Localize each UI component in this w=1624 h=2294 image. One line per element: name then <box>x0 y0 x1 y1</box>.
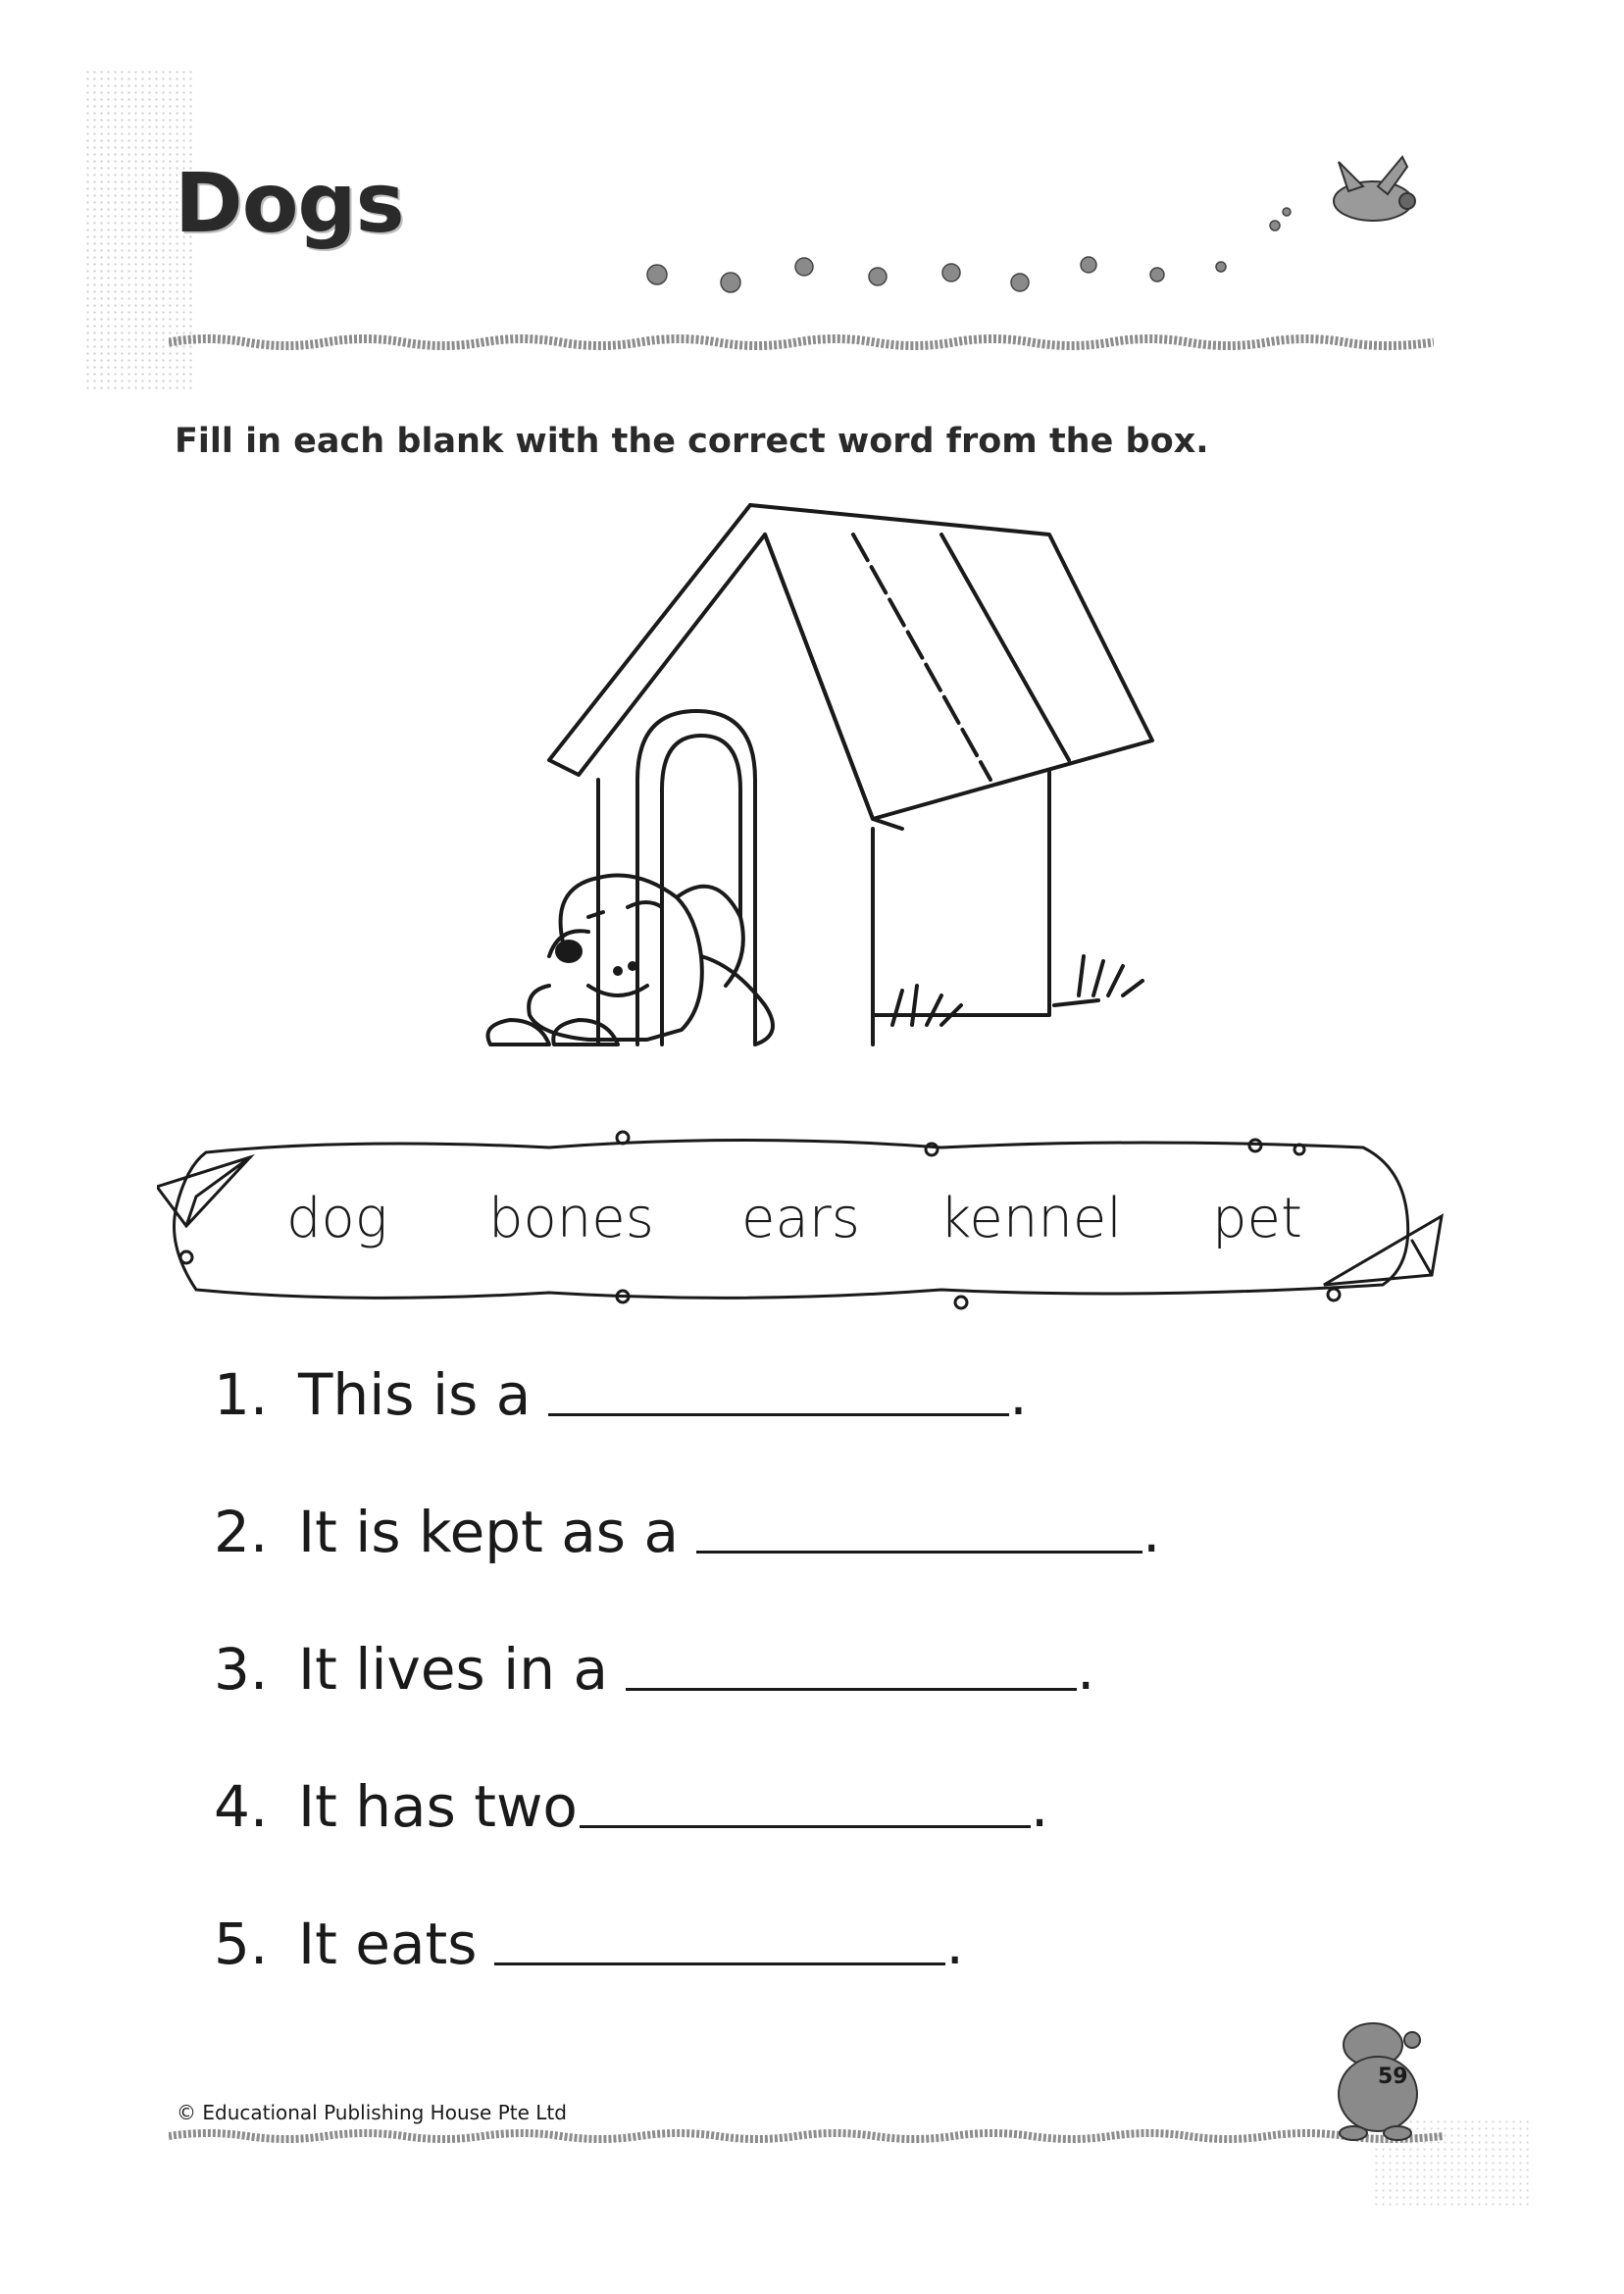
question-period: . <box>945 1911 964 1977</box>
question-period: . <box>1030 1773 1049 1840</box>
page-number: 59 <box>1378 2065 1408 2089</box>
question-number: 4. <box>214 1773 269 1840</box>
question-text: It lives in a <box>298 1636 609 1703</box>
paper-plane-icon <box>1324 1216 1442 1285</box>
question-number: 5. <box>214 1911 269 1977</box>
question-1 <box>214 1361 1028 1428</box>
question-number: 1. <box>214 1361 269 1428</box>
word-ears: ears <box>741 1187 860 1250</box>
answer-blank-3[interactable] <box>626 1643 1077 1691</box>
question-text: It has two <box>298 1773 578 1840</box>
airplane-icon <box>1309 147 1437 245</box>
copyright-text: © Educational Publishing House Pte Ltd <box>177 2101 567 2124</box>
question-3 <box>214 1636 1094 1703</box>
answer-blank-1[interactable] <box>548 1368 1009 1416</box>
question-number: 2. <box>214 1499 269 1565</box>
question-number: 3. <box>214 1636 269 1703</box>
answer-blank-2[interactable] <box>696 1505 1142 1554</box>
question-period: . <box>1077 1636 1095 1703</box>
question-text: This is a <box>298 1361 532 1428</box>
word-pet: pet <box>1212 1187 1302 1250</box>
page-title: Dogs <box>175 155 404 251</box>
question-text: It is kept as a <box>298 1499 679 1565</box>
question-period: . <box>1009 1361 1028 1428</box>
dog-kennel-illustration <box>471 495 1177 1064</box>
question-text: It eats <box>298 1911 478 1977</box>
answer-blank-4[interactable] <box>580 1780 1031 1828</box>
word-bones: bones <box>488 1187 654 1250</box>
word-kennel: kennel <box>939 1187 1122 1250</box>
top-divider <box>169 331 1434 353</box>
instructions: Fill in each blank with the correct word from the box. <box>175 422 1209 461</box>
paper-plane-icon <box>157 1157 250 1226</box>
question-2 <box>214 1499 1160 1565</box>
word-dog: dog <box>286 1187 388 1250</box>
answer-blank-5[interactable] <box>494 1917 945 1965</box>
question-5 <box>214 1911 964 1977</box>
bottom-divider <box>169 2126 1444 2146</box>
question-period: . <box>1142 1499 1161 1565</box>
question-4 <box>214 1773 1048 1840</box>
